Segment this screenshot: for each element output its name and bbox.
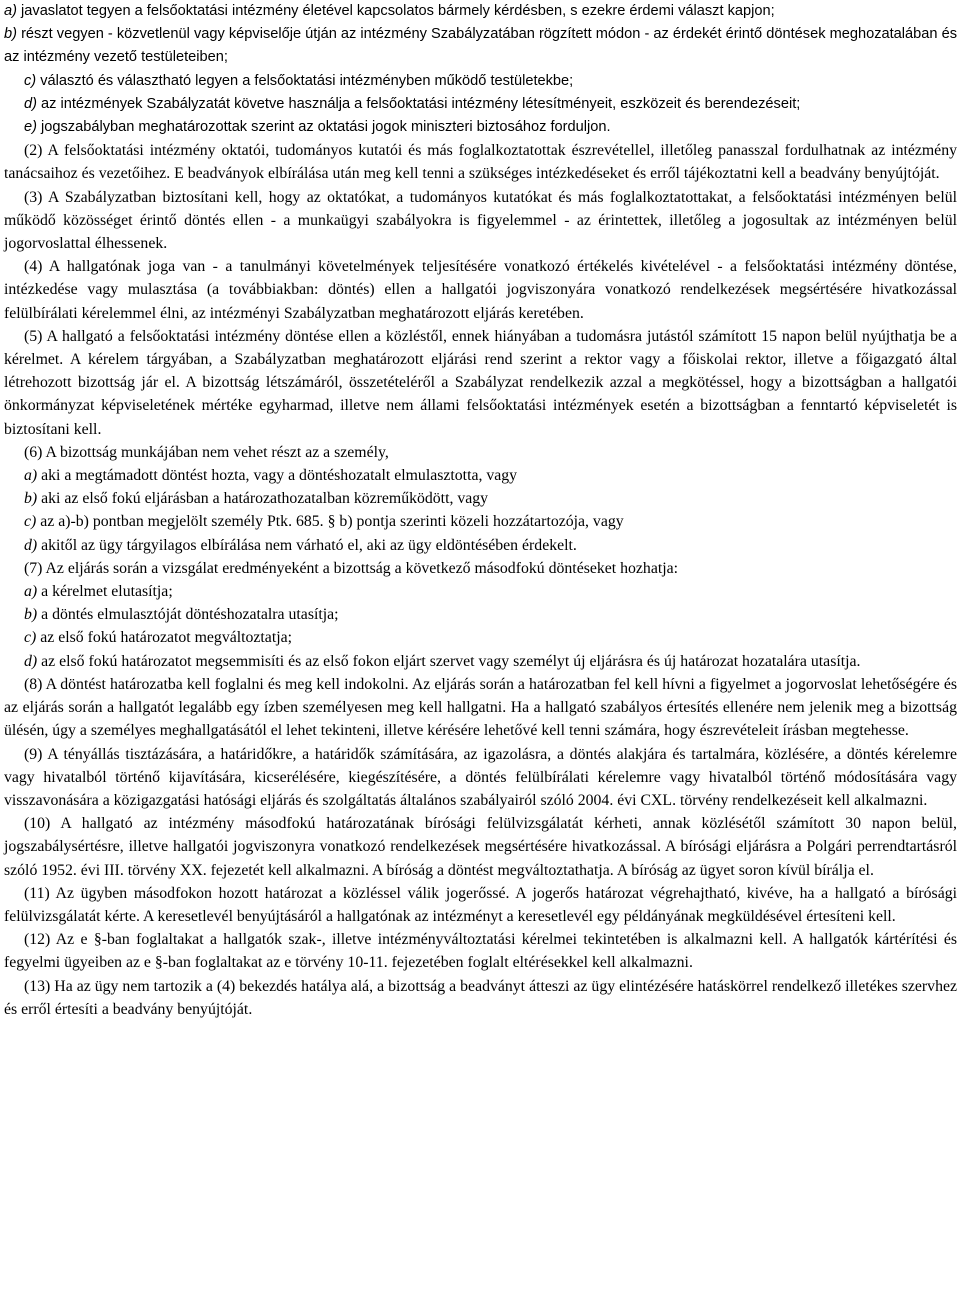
list-item-text: az a)-b) pontban megjelölt személy Ptk. 685. § b) pontja szerinti közeli hozzátartozója, vagy (36, 513, 624, 531)
list-marker: c) (24, 513, 37, 531)
paragraph-text: (12) Az e §-ban foglaltakat a hallgatók szak-, illetve intézményváltoztatási kérelmei tekintetében is alkalmazni kell. A hallgatók kártérítési és fegyelmi ügyeiben az e §-ban foglaltakat az e törvény 10-11. fejezetében foglalt eltérésekkel kell alkalmazni. (4, 931, 957, 972)
list-item-6a (4, 464, 957, 487)
paragraph-text: (8) A döntést határozatba kell foglalni és meg kell indokolni. Az eljárás során a határozatban fel kell hívni a figyelmet a jogorvoslat lehetőségére és az eljárás során a hallgatót legalább egy ízben személyesen meg kell hallgatni. Ha a hallgató szabályos értesítés ellenére nem jelenik meg a bizottság ülésén, úgy a személyes meghallgatásától el lehet tekinteni, illetve kérésére lehetővé kell tenni számára, hogy észrevételeit írásban megtehesse. (4, 675, 957, 740)
list-item-text: részt vegyen - közvetlenül vagy képviselője útján az intézmény Szabályzatában rögzített módon - az érdekét érintő döntések meghozatalában és az intézmény vezető testületeiben; (4, 26, 957, 66)
paragraph-12 (4, 928, 957, 974)
paragraph-9 (4, 743, 957, 813)
paragraph-text: (13) Ha az ügy nem tartozik a (4) bekezdés hatálya alá, a bizottság a beadványt átteszi az ügy elintézésére hatáskörrel rendelkező illetékes szervhez és erről értesíti a beadvány benyújtóját. (4, 977, 957, 1018)
list-item-a (4, 0, 957, 23)
paragraph-8 (4, 673, 957, 743)
paragraph-text: (4) A hallgatónak joga van - a tanulmányi követelmények teljesítésére vonatkozó értékelés kivételével - a felsőoktatási intézmény döntése, intézkedése vagy mulasztása (a továbbiakban: döntés) ellen a hallgatói jogviszonyára vonatkozó rendelkezések megsértésére hivatkozással felülbírálati kérelemmel élni, az intézményi Szabályzatban meghatározott eljárás keretében. (4, 258, 957, 322)
paragraph-text: (10) A hallgató az intézmény másodfokú határozatának bírósági felülvizsgálatát kérheti, annak közlésétől számított 30 napon belül, jogszabálysértésre, illetve hallgatói jogviszonyra vonatkozó rendelkezések megsértésére hivatkozással. A bírósági eljárásra a Polgári perrendtartásról szóló 1952. évi III. törvény XX. fejezetét kell alkalmazni. A bíróság a döntést megváltoztathatja. A bíróság az ügyet soron kívül bírálja el. (4, 815, 957, 879)
list-item-6d (4, 534, 957, 557)
list-item-text: aki az első fokú eljárásban a határozathozatalban közreműködött, vagy (37, 490, 489, 508)
list-item-text: az első fokú határozatot megváltoztatja; (36, 629, 292, 647)
paragraph-3 (4, 186, 957, 256)
list-item-text: az intézmények Szabályzatát követve használja a felsőoktatási intézmény létesítményeit, eszközeit és berendezéseit; (36, 95, 801, 112)
list-item-e (4, 116, 957, 139)
paragraph-text: (9) A tényállás tisztázására, a határidőkre, a határidők számítására, az igazolásra, a döntés alakjára és tartalmára, közlésére, a döntés kérelemre vagy hivatalból történő kijavítására, kicserélésére, kiegészítésére, a döntés felülbírálati kérelemre vagy hivatalból történő módosítására vagy visszavonására a közigazgatási hatósági eljárás és szolgáltatás általános szabályairól szóló 2004. évi CXL. törvény rendelkezéseit kell alkalmazni. (4, 745, 957, 809)
list-marker: a) (4, 3, 17, 19)
list-item-text: az első fokú határozatot megsemmisíti és az első fokon eljárt szervet vagy személyt új eljárásra és új határozat hozatalára utasítja. (37, 652, 861, 670)
paragraph-11 (4, 882, 957, 928)
list-item-b (4, 23, 957, 69)
paragraph-5 (4, 325, 957, 441)
paragraph-6 (4, 441, 957, 464)
list-marker: b) (24, 490, 38, 508)
list-marker: b) (4, 26, 17, 43)
paragraph-text: (11) Az ügyben másodfokon hozott határozat a közléssel válik jogerőssé. A jogerős határozat végrehajtható, kivéve, ha a hallgató a bírósági felülvizsgálatát kérte. A keresetlevél benyújtásáról a hallgatónak az intézményt a keresetlevél egy példányának megküldésével értesíteni kell. (4, 884, 957, 925)
paragraph-text: (7) Az eljárás során a vizsgálat eredményeként a bizottság a következő másodfokú döntéseket hozhatja: (24, 559, 679, 577)
list-item-text: aki a megtámadott döntést hozta, vagy a döntéshozatalt elmulasztotta, vagy (37, 467, 518, 485)
list-marker: c) (24, 629, 37, 647)
list-item-c (4, 70, 957, 93)
list-item-text: javaslatot tegyen a felsőoktatási intézmény életével kapcsolatos bármely kérdésben, s ezekre érdemi választ kapjon; (16, 3, 775, 19)
list-item-text: a kérelmet elutasítja; (37, 583, 173, 601)
list-item-7c (4, 626, 957, 649)
list-marker: e) (24, 119, 37, 136)
list-marker: d) (24, 536, 38, 554)
list-item-text: a döntés elmulasztóját döntéshozatalra utasítja; (37, 606, 339, 624)
paragraph-2 (4, 139, 957, 185)
list-item-text: választó és választható legyen a felsőoktatási intézményben működő testületekbe; (36, 72, 574, 89)
list-item-6c (4, 510, 957, 533)
list-item-7a (4, 580, 957, 603)
paragraph-7 (4, 557, 957, 580)
paragraph-text: (6) A bizottság munkájában nem vehet részt az a személy, (24, 443, 389, 461)
paragraph-text: (2) A felsőoktatási intézmény oktatói, tudományos kutatói és más foglalkoztatottak észrevétellel, illetőleg panasszal fordulhatnak az intézmény tanácsaihoz és vezetőihez. E beadványok elbírálása után meg kell tenni a szükséges intézkedéseket és erről tájékoztatni kell a beadvány benyújtóját. (4, 142, 957, 183)
list-marker: d) (24, 652, 38, 670)
list-marker: b) (24, 606, 38, 624)
list-marker: a) (24, 583, 38, 601)
list-item-7d (4, 650, 957, 673)
paragraph-text: (5) A hallgató a felsőoktatási intézmény döntése ellen a közléstől, ennek hiányában a tudomásra jutástól számított 15 napon belül nyújthatja be a kérelmet. A kérelem tárgyában, a Szabályzatban meghatározott eljárási rend szerint a rektor vagy a főiskolai rektor, illetve a főigazgató által létrehozott bizottság jár el. A bizottság létszámáról, összetételéről a Szabályzat rendelkezik azzal a megkötéssel, hogy a bizottságban a hallgatói önkormányzat képviseletének mértéke egyharmad, illetve nem állami felsőoktatási intézmények esetén a bizottságban a fenntartó képviseletét is biztosítani kell. (4, 327, 957, 438)
paragraph-text: (3) A Szabályzatban biztosítani kell, hogy az oktatókat, a tudományos kutatókat és más foglalkoztatottakat, a felsőoktatási intézményen belül működő közösséget érintő döntés ellen - a munkaügyi szabályokra is figyelemmel - az érintettek, illetőleg a jogosultak az intézményen belül jogorvoslattal élhessenek. (4, 188, 957, 253)
list-item-text: jogszabályban meghatározottak szerint az oktatási jogok miniszteri biztosához forduljon. (36, 119, 611, 136)
paragraph-4 (4, 255, 957, 325)
list-item-text: akitől az ügy tárgyilagos elbírálása nem várható el, aki az ügy eldöntésében érdekelt. (37, 536, 577, 554)
list-marker: d) (24, 95, 37, 112)
list-item-6b (4, 487, 957, 510)
paragraph-13 (4, 975, 957, 1021)
list-item-7b (4, 603, 957, 626)
list-item-d (4, 93, 957, 116)
paragraph-10 (4, 812, 957, 882)
list-marker: c) (24, 72, 37, 89)
list-marker: a) (24, 467, 38, 485)
